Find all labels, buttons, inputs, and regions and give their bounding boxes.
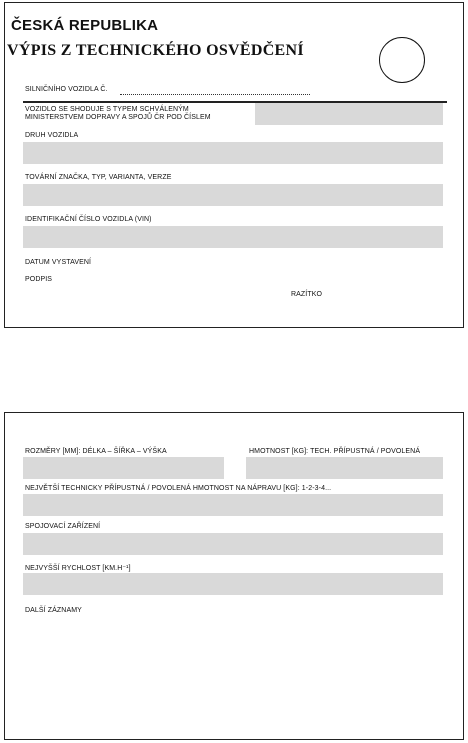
stamp-circle bbox=[379, 37, 425, 83]
signature-label: PODPIS bbox=[25, 276, 53, 283]
country-name: ČESKÁ REPUBLIKA bbox=[11, 17, 159, 34]
vehicle-type-label: DRUH VOZIDLA bbox=[25, 132, 79, 139]
stamp-label: RAZÍTKO bbox=[291, 291, 323, 298]
axle-weight-label: NEJVĚTŠÍ TECHNICKY PŘÍPUSTNÁ / POVOLENÁ HMOTNOST NA NÁPRAVU [KG]: 1-2-3-4... bbox=[25, 485, 332, 492]
make-field[interactable] bbox=[23, 184, 443, 206]
vin-field[interactable] bbox=[23, 226, 443, 248]
coupling-label: SPOJOVACÍ ZAŘÍZENÍ bbox=[25, 523, 101, 530]
registration-number-line[interactable] bbox=[120, 90, 310, 95]
other-records-label: DALŠÍ ZÁZNAMY bbox=[25, 607, 82, 614]
max-speed-field[interactable] bbox=[23, 573, 443, 595]
dimensions-label: ROZMĚRY [MM]: DÉLKA – ŠÍŘKA – VÝŠKA bbox=[25, 448, 167, 455]
dimensions-field[interactable] bbox=[23, 457, 224, 479]
registration-label: SILNIČNÍHO VOZIDLA Č. bbox=[25, 86, 108, 93]
card-back bbox=[4, 412, 464, 740]
card-front bbox=[4, 2, 464, 328]
weight-label: HMOTNOST [KG]: TECH. PŘÍPUSTNÁ / POVOLENÁ bbox=[249, 448, 421, 455]
vehicle-type-field[interactable] bbox=[23, 142, 443, 164]
approval-number-field[interactable] bbox=[255, 103, 443, 125]
max-speed-label: NEJVYŠŠÍ RYCHLOST [KM.H⁻¹] bbox=[25, 565, 131, 572]
document-title: VÝPIS Z TECHNICKÉHO OSVĚDČENÍ bbox=[7, 42, 304, 59]
axle-weight-field[interactable] bbox=[23, 494, 443, 516]
conformity-label-line1: VOZIDLO SE SHODUJE S TYPEM SCHVÁLENÝM bbox=[25, 106, 189, 113]
weight-field[interactable] bbox=[246, 457, 443, 479]
coupling-field[interactable] bbox=[23, 533, 443, 555]
make-label: TOVÁRNÍ ZNAČKA, TYP, VARIANTA, VERZE bbox=[25, 174, 172, 181]
conformity-label-line2: MINISTERSTVEM DOPRAVY A SPOJŮ ČR POD ČÍSLEM bbox=[25, 114, 211, 121]
vin-label: IDENTIFIKAČNÍ ČÍSLO VOZIDLA (VIN) bbox=[25, 216, 152, 223]
issue-date-label: DATUM VYSTAVENÍ bbox=[25, 259, 92, 266]
